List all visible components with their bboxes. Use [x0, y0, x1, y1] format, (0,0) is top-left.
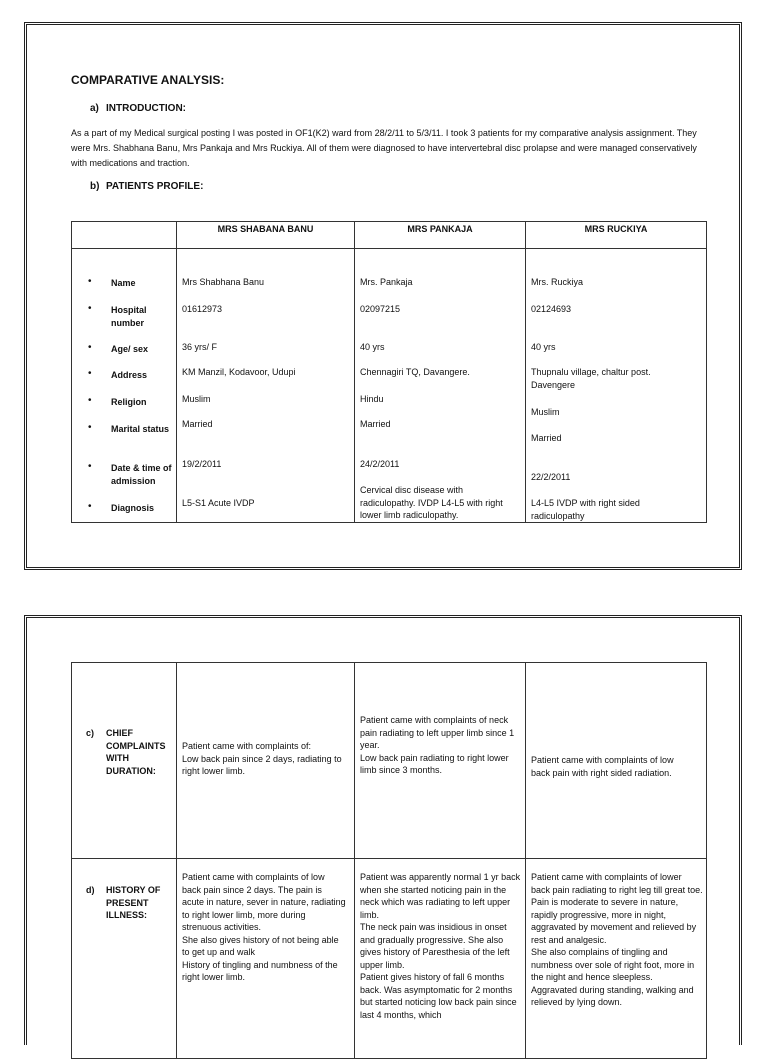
document-page-2 [24, 615, 742, 1045]
table-row [72, 859, 707, 1059]
history-label [86, 884, 166, 922]
header-patient-2: MRS PANKAJA [355, 222, 526, 249]
row-letter: c) [86, 728, 95, 738]
page-title: COMPARATIVE ANALYSIS: [71, 73, 225, 87]
patient-3-admission: 22/2/2011 [531, 472, 571, 482]
row-label-cell [72, 663, 177, 859]
patient-1-diagnosis: L5-S1 Acute IVDP [182, 498, 255, 508]
introduction-heading [90, 103, 186, 114]
bullet: • [88, 303, 92, 314]
patient-3-hospital-number: 02124693 [531, 304, 572, 314]
row-title: CHIEF COMPLAINTS WITH DURATION: [106, 728, 166, 776]
document-page-1 [24, 22, 742, 570]
patient-2-hospital-number: 02097215 [360, 304, 401, 314]
bullet: • [88, 276, 92, 287]
introduction-number: a) [90, 103, 99, 114]
label-religion: Religion [111, 397, 147, 407]
label-age-sex: Age/ sex [111, 344, 149, 354]
chief-complaints-patient-2: Patient came with complaints of neck pain radiating to left upper limb since 1 year. Low back pain radiating to right lower limb since 3 months. [360, 715, 515, 775]
bullet: • [88, 461, 92, 472]
patient-1-name: Mrs Shabhana Banu [182, 277, 265, 287]
patient-2-marital: Married [360, 419, 391, 429]
patients-profile-table [71, 221, 707, 523]
patient-1-cell [177, 249, 355, 523]
table-cell [355, 663, 526, 859]
header-patient-3: MRS RUCKIYA [526, 222, 707, 249]
table-cell [177, 859, 355, 1059]
table-row [72, 249, 707, 523]
introduction-paragraph: As a part of my Medical surgical posting I was posted in OF1(K2) ward from 28/2/11 to 5/3/11. I took 3 patients for my comparative analysis assignment. They were Mrs. Shabhana Banu, Mrs Pankaja and Mrs Ruckiya. All of them were diagnosed to have intervertebral disc prolapse and were managed conservatively with medications and traction. [71, 128, 697, 168]
patient-3-cell [526, 249, 707, 523]
history-patient-1: Patient came with complaints of low back pain since 2 days. The pain is acute in nature, sever in nature, radiating to right lower limb, more during strenuous activities. She also gives history of not being able to get up and walk History of tingling and numbness of the right lower limb. [182, 872, 346, 982]
table-header-row [72, 222, 707, 249]
patient-1-admission: 19/2/2011 [182, 459, 222, 469]
profile-number: b) [90, 181, 100, 192]
header-patient-1: MRS SHABANA BANU [177, 222, 355, 249]
label-hospital-number: Hospital number [111, 305, 147, 328]
table-cell [526, 663, 707, 859]
history-patient-3: Patient came with complaints of lower back pain radiating to right leg till great toe. Pain is moderate to severe in nature, rapidly progressive, more in night, aggravated by movement and relieved by rest and analgesic. She also complains of tingling and numbness over sole of right foot, more in the night and hence sleepless. Aggravated during standing, walking and relieved by lying down. [531, 872, 703, 1007]
patient-2-admission: 24/2/2011 [360, 459, 400, 469]
label-date-of-admission: Date & time of admission [111, 463, 172, 486]
chief-complaints-label [86, 727, 166, 777]
row-letter: d) [86, 885, 95, 895]
label-marital-status: Marital status [111, 424, 170, 434]
label-address: Address [111, 370, 148, 380]
patient-2-cell [355, 249, 526, 523]
table-row [72, 663, 707, 859]
bullet: • [88, 501, 92, 512]
bullet: • [88, 395, 92, 406]
bullet: • [88, 422, 92, 433]
history-patient-2: Patient was apparently normal 1 yr back when she started noticing pain in the neck which was radiating to left upper limb. The neck pain was insidious in onset and gradually progressive. She also gives history of Paresthesia of the left upper limb. Patient gives history of fall 6 months back. Was asymptomatic for 2 months but started noticing low back pain since last 4 months, which [360, 872, 521, 1020]
patient-1-address: KM Manzil, Kodavoor, Udupi [182, 367, 296, 377]
patient-3-address: Thupnalu village, chaltur post. Davengere [531, 367, 651, 390]
patient-1-marital: Married [182, 419, 213, 429]
patient-3-age: 40 yrs [531, 342, 556, 352]
row-title: HISTORY OF PRESENT ILLNESS: [106, 885, 161, 920]
patient-3-marital: Married [531, 433, 562, 443]
history-table [71, 662, 707, 1059]
profile-label: PATIENTS PROFILE: [106, 181, 204, 192]
table-cell [355, 859, 526, 1059]
patient-3-name: Mrs. Ruckiya [531, 277, 584, 287]
introduction-label: INTRODUCTION: [106, 103, 186, 114]
label-diagnosis: Diagnosis [111, 503, 155, 513]
row-label-cell [72, 859, 177, 1059]
patient-2-religion: Hindu [360, 394, 384, 404]
chief-complaints-patient-3: Patient came with complaints of low back pain with right sided radiation. [531, 755, 674, 778]
field-labels-cell [72, 249, 177, 523]
patient-2-address: Chennagiri TQ, Davangere. [360, 367, 470, 377]
patients-profile-heading [90, 181, 203, 192]
patient-1-age: 36 yrs/ F [182, 342, 218, 352]
patient-1-religion: Muslim [182, 394, 211, 404]
patient-2-name: Mrs. Pankaja [360, 277, 413, 287]
patient-2-age: 40 yrs [360, 342, 385, 352]
bullet: • [88, 342, 92, 353]
table-cell [177, 663, 355, 859]
chief-complaints-patient-1: Patient came with complaints of: Low back pain since 2 days, radiating to right lower limb. [182, 741, 342, 776]
patient-2-diagnosis: Cervical disc disease with radiculopathy. IVDP L4-L5 with right lower limb radiculopathy. [360, 485, 503, 520]
table-cell [526, 859, 707, 1059]
patient-1-hospital-number: 01612973 [182, 304, 223, 314]
label-name: Name [111, 278, 136, 288]
bullet: • [88, 368, 92, 379]
patient-3-religion: Muslim [531, 407, 560, 417]
patient-3-diagnosis: L4-L5 IVDP with right sided radiculopathy [531, 498, 640, 521]
header-empty [72, 222, 177, 249]
